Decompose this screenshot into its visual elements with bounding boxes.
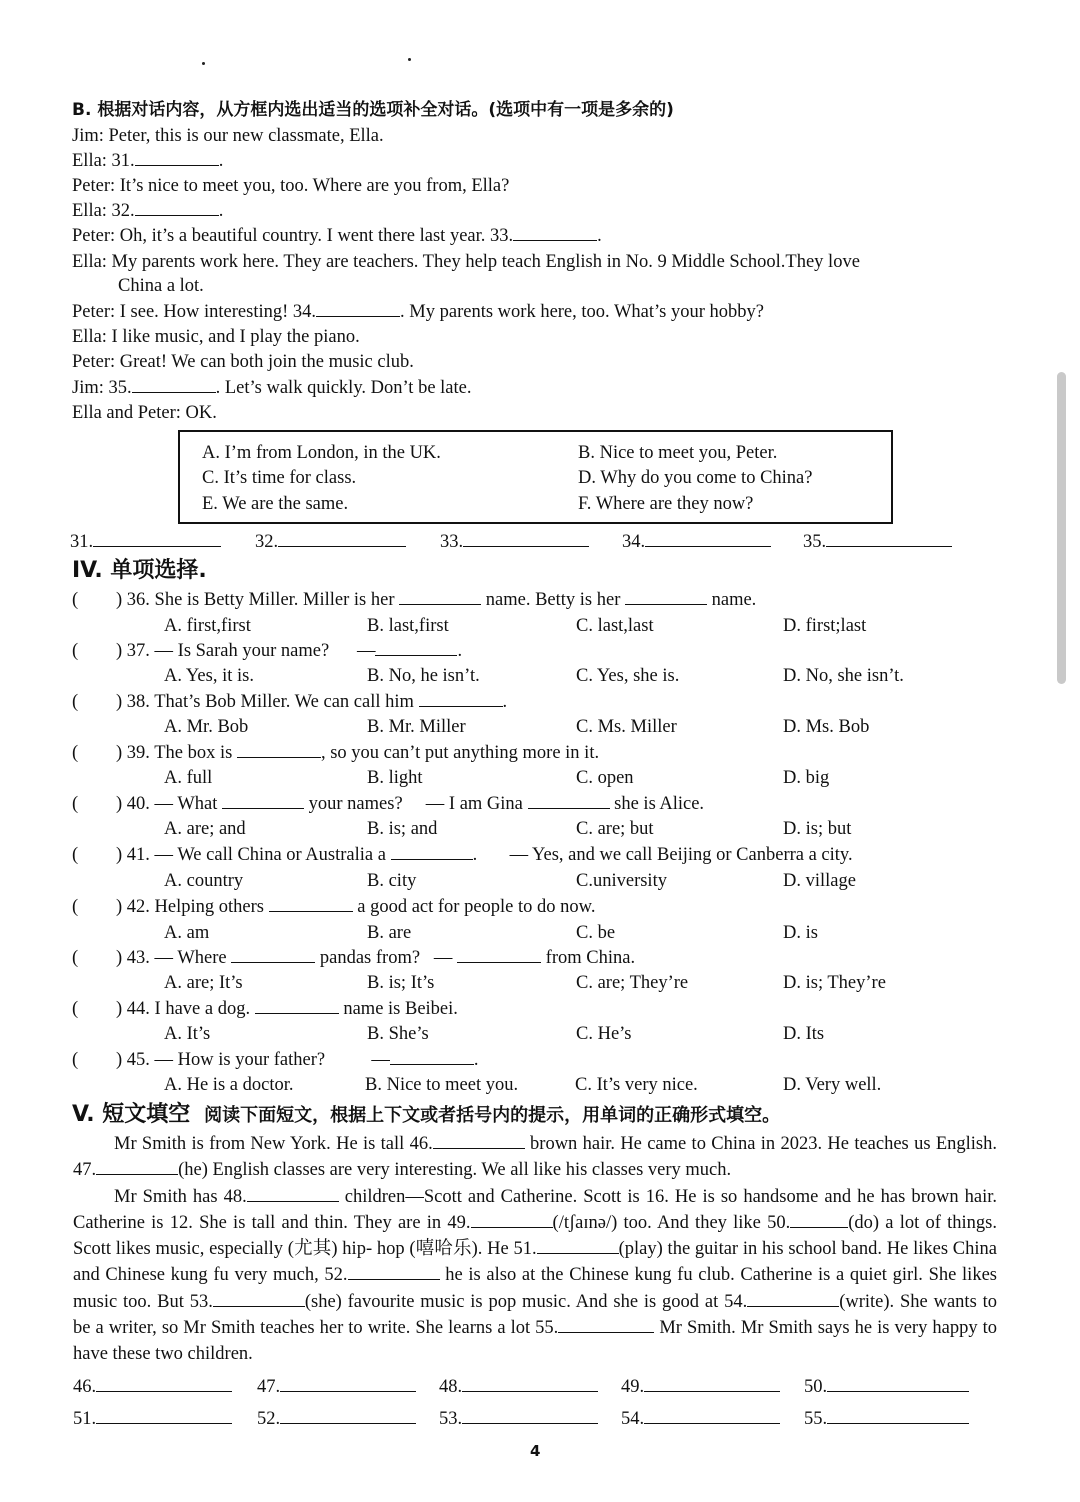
answer-slot: 53. (439, 1407, 598, 1431)
option: D. Ms. Bob (783, 717, 870, 737)
answer-blank[interactable] (96, 1407, 232, 1424)
answer-blank[interactable] (269, 895, 353, 912)
answer-blank[interactable] (644, 1375, 780, 1392)
answer-blank[interactable] (645, 530, 771, 547)
answer-blank[interactable] (827, 1375, 969, 1392)
option: A. Yes, it is. (164, 666, 254, 686)
answer-blank[interactable] (399, 588, 481, 605)
dialogue-line: Ella: I like music, and I play the piano. (72, 327, 360, 347)
answer-blank[interactable] (528, 792, 610, 809)
dialogue-line: China a lot. (118, 276, 204, 296)
answer-blank[interactable] (135, 149, 219, 166)
answer-blank[interactable] (96, 1158, 178, 1175)
stray-mark (202, 62, 205, 65)
dialogue-line: Ella and Peter: OK. (72, 403, 217, 423)
answer-slot: 47. (257, 1375, 416, 1399)
answer-blank[interactable] (237, 741, 321, 758)
answer-blank[interactable] (644, 1407, 780, 1424)
answer-blank[interactable] (231, 946, 315, 963)
section-iv-heading: IV. 单项选择. (72, 558, 207, 583)
answer-blank[interactable] (391, 843, 473, 860)
option: B. Mr. Miller (367, 717, 466, 737)
dialogue-line: Peter: Oh, it’s a beautiful country. I went there last year. 33. . (72, 226, 602, 246)
page-number: 4 (530, 1442, 541, 1460)
option: B. is; and (367, 819, 438, 839)
answer-blank[interactable] (747, 1290, 839, 1307)
answer-slot: 31. (70, 530, 221, 554)
answer-blank[interactable] (457, 946, 541, 963)
option: A. country (164, 871, 244, 891)
option: C. last,last (576, 616, 654, 636)
option: A. full (164, 768, 213, 788)
option: B. No, he isn’t. (367, 666, 480, 686)
answer-slot: 52. (257, 1407, 416, 1431)
answer-blank[interactable] (348, 1263, 440, 1280)
dialogue-line: Jim: 35. . Let’s walk quickly. Don’t be late. (72, 378, 472, 398)
option: B. last,first (367, 616, 449, 636)
option: A. Mr. Bob (164, 717, 249, 737)
answer-blank[interactable] (375, 639, 457, 656)
answer-slot: 54. (621, 1407, 780, 1431)
answer-blank[interactable] (213, 1290, 305, 1307)
option: C. He’s (576, 1024, 632, 1044)
option: A. It’s (164, 1024, 211, 1044)
answer-blank[interactable] (135, 199, 219, 216)
option-f: F. Where are they now? (578, 494, 754, 514)
dialogue-line: Peter: Great! We can both join the music club. (72, 352, 414, 372)
dialogue-line: Peter: It’s nice to meet you, too. Where are you from, Ella? (72, 176, 510, 196)
paragraph: Mr Smith has 48. children—Scott and Catherine. Scott is 16. He is so handsome and he has brown hair. Catherine is 12. She is tall and thin. They are in 49. (/tʃaɪnə/) too. And they like 50. (do) a lot of things. Scott likes music, especially (尤其) hip- hop (嘻哈乐). He 51. (play) the guitar in his school band. He likes China and Chinese kung fu very much, 52. he is also at the Chinese kung fu club. Catherine is a quiet girl. She likes music too. But 53. (she) favourite music is pop music. And she is good at 54. (write). She wants to be a writer, so Mr Smith teaches her to write. She learns a lot 55. Mr Smith. Mr Smith says he is very happy to have these two children. (73, 1186, 998, 1365)
answer-slot: 48. (439, 1375, 598, 1399)
option-e: E. We are the same. (202, 494, 349, 514)
section-v-title: V. 短文填空 (72, 1102, 191, 1127)
option: D. is; but (783, 819, 852, 839)
answer-blank[interactable] (222, 792, 304, 809)
answer-blank[interactable] (827, 1407, 969, 1424)
answer-blank[interactable] (537, 1237, 619, 1254)
answer-slot: 34. (622, 530, 771, 554)
section-v-heading (72, 1103, 780, 1128)
option: D. first;last (783, 616, 867, 636)
answer-blank[interactable] (93, 530, 221, 547)
option: A. am (164, 923, 210, 943)
answer-slot: 49. (621, 1375, 780, 1399)
dialogue-line: Ella: My parents work here. They are teachers. They help teach English in No. 9 Middle School.They love (72, 252, 860, 272)
answer-blank[interactable] (462, 1375, 598, 1392)
answer-slot: 55. (804, 1407, 969, 1431)
option: D. village (783, 871, 856, 891)
option: C. Ms. Miller (576, 717, 677, 737)
option-d: D. Why do you come to China? (578, 468, 813, 488)
answer-slot: 35. (803, 530, 952, 554)
answer-slot: 46. (73, 1375, 232, 1399)
option: C. are; but (576, 819, 654, 839)
option: C. It’s very nice. (575, 1075, 698, 1095)
answer-blank[interactable] (462, 1407, 598, 1424)
answer-blank[interactable] (419, 690, 503, 707)
option: D. Its (783, 1024, 825, 1044)
option: B. Nice to meet you. (365, 1075, 519, 1095)
answer-blank[interactable] (96, 1375, 232, 1392)
dialogue-line: Peter: I see. How interesting! 34. . My parents work here, too. What’s your hobby? (72, 302, 764, 322)
option: A. He is a doctor. (164, 1075, 294, 1095)
option: C. be (576, 923, 616, 943)
option: C.university (576, 871, 667, 891)
option: B. are (367, 923, 412, 943)
exam-page: B. 根据对话内容，从方框内选出适当的选项补全对话。(选项中有一项是多余的) Jim: Peter, this is our new classmate, Ella. Ella: 31. . Peter: It’s nice to meet you, too. Where are you from, Ella? Ella: 32. . Peter: Oh, it’s a beautiful country. I went there last year. 33. . Ella: My parents work here. They are teachers. They help teach English in No. 9 Middle School.They love China a lot. Peter: I see. How interesting! 34. . My parents work here, too. What’s your hobby? Ella: I like music, and I play the piano. Peter: Great! We can both join the music club. Jim: 35. . Let’s walk quickly. Don’t be late. Ella and Peter: OK. A. I’m from London, in the UK. B. Nice to meet you, Peter. C. It’s time for class. D. Why do you come to China? E. We are the same. F. Where are they now? 31. 32. 33. 34. 35. IV. 单项选择. ( ) 36. She is Betty Miller. Miller is her name. Betty is her name. A. first,first B. last,first C. last,last D. first;last ( ) 37. — Is Sarah your name? — . A. Yes, it is. B. No, he isn’t. C. Yes, she is. D. No, she isn’t. ( ) 38. That’s Bob Miller. We can call him . A. Mr. Bob B. Mr. Miller C. Ms. Miller D. Ms. Bob ( ) 39. The box is , so you can’t put anything more in it. A. full B. light C. open D. big ( ) 40. — What your names? — I am Gina she is Alice. A. are; and B. is; and C. are; but D. is; but ( ) 41. — We call China or Australia a . — Yes, and we call Beijing or Canberra a city. A. country B. city C.university D. village ( ) 42. Helping others a good act for people to do now. A. am B. are C. be D. is ( ) 43. — Where pandas from? — from China. A. are; It’s B. is; It’s C. are; They’re D. is; They’re ( ) 44. I have a dog. name is Beibei. A. It’s B. She’s C. He’s D. Its ( ) 45. — How is your father? — . A. He is a doctor. B. Nice to meet you. C. It’s very nice. D. Very well. V. 短文填空 阅读下面短文，根据上下文或者括号内的提示，用单词的正确形式填空。 Mr Smith is from New York. He is tall 46. brown hair. He came to China in 2023. He teaches us English. 47. (he) English classes are very interesting. We all like his classes very much. Mr Smith has 48. children—Scott and Catherine. Scott is 16. He is so handsome and he has brown hair. Catherine is 12. She is tall and thin. They are in 49. (/tʃaɪnə/) too. And they like 50. (do) a lot of things. Scott likes music, especially (尤其) hip- hop (嘻哈乐). He 51. (play) the guitar in his school band. He likes China and Chinese kung fu very much, 52. he is also at the Chinese kung fu club. Catherine is a quiet girl. She likes music too. But 53. (she) favourite music is pop music. And she is good at 54. (write). She wants to be a writer, so Mr Smith teaches her to write. She learns a lot 55. Mr Smith. Mr Smith says he is very happy to have these two children. 46. 47. 48. 49. 50. 51. 52. 53. 54. 55. 4 (0, 0, 1080, 1502)
option: D. big (783, 768, 830, 788)
answer-blank[interactable] (463, 530, 589, 547)
option-c: C. It’s time for class. (202, 468, 357, 488)
option: D. is; They’re (783, 973, 886, 993)
section-v-instruction: 阅读下面短文，根据上下文或者括号内的提示，用单词的正确形式填空。 (204, 1105, 781, 1126)
answer-slot: 51. (73, 1407, 232, 1431)
answer-blank[interactable] (826, 530, 952, 547)
option: A. are; and (164, 819, 246, 839)
dialogue-line: Ella: 32. . (72, 201, 224, 221)
answer-blank[interactable] (280, 1407, 416, 1424)
stray-mark (408, 58, 411, 61)
answer-blank[interactable] (790, 1211, 848, 1228)
options-box (178, 430, 893, 524)
option-a: A. I’m from London, in the UK. (202, 443, 441, 463)
option: B. city (367, 871, 417, 891)
option: C. open (576, 768, 634, 788)
answer-blank[interactable] (316, 300, 400, 317)
answer-blank[interactable] (471, 1211, 553, 1228)
option: A. first,first (164, 616, 251, 636)
answer-blank[interactable] (390, 1048, 474, 1065)
scrollbar-thumb[interactable] (1057, 372, 1066, 684)
answer-blank[interactable] (255, 997, 339, 1014)
option: C. Yes, she is. (576, 666, 680, 686)
answer-slot: 33. (440, 530, 589, 554)
option: D. is (783, 923, 818, 943)
cloze-passage (73, 1131, 997, 1368)
answer-blank[interactable] (132, 376, 216, 393)
paragraph: Mr Smith is from New York. He is tall 46. brown hair. He came to China in 2023. He teaches us English. 47. (he) English classes are very interesting. We all like his classes very much. (73, 1134, 998, 1181)
option: B. She’s (367, 1024, 429, 1044)
answer-blank[interactable] (280, 1375, 416, 1392)
answer-blank[interactable] (558, 1316, 654, 1333)
option: B. light (367, 768, 423, 788)
option-b: B. Nice to meet you, Peter. (578, 443, 778, 463)
option: A. are; It’s (164, 973, 243, 993)
answer-blank[interactable] (247, 1185, 339, 1202)
option: C. are; They’re (576, 973, 689, 993)
answer-blank[interactable] (278, 530, 406, 547)
answer-blank[interactable] (625, 588, 707, 605)
section-b-instruction: B. 根据对话内容，从方框内选出适当的选项补全对话。(选项中有一项是多余的) (72, 100, 674, 120)
answer-slot: 32. (255, 530, 406, 554)
dialogue-line: Ella: 31. . (72, 151, 224, 171)
answer-slot: 50. (804, 1375, 969, 1399)
option: D. Very well. (783, 1075, 882, 1095)
answer-blank[interactable] (513, 224, 597, 241)
dialogue-line: Jim: Peter, this is our new classmate, Ella. (72, 126, 384, 146)
answer-blank[interactable] (433, 1132, 525, 1149)
option: D. No, she isn’t. (783, 666, 904, 686)
option: B. is; It’s (367, 973, 435, 993)
